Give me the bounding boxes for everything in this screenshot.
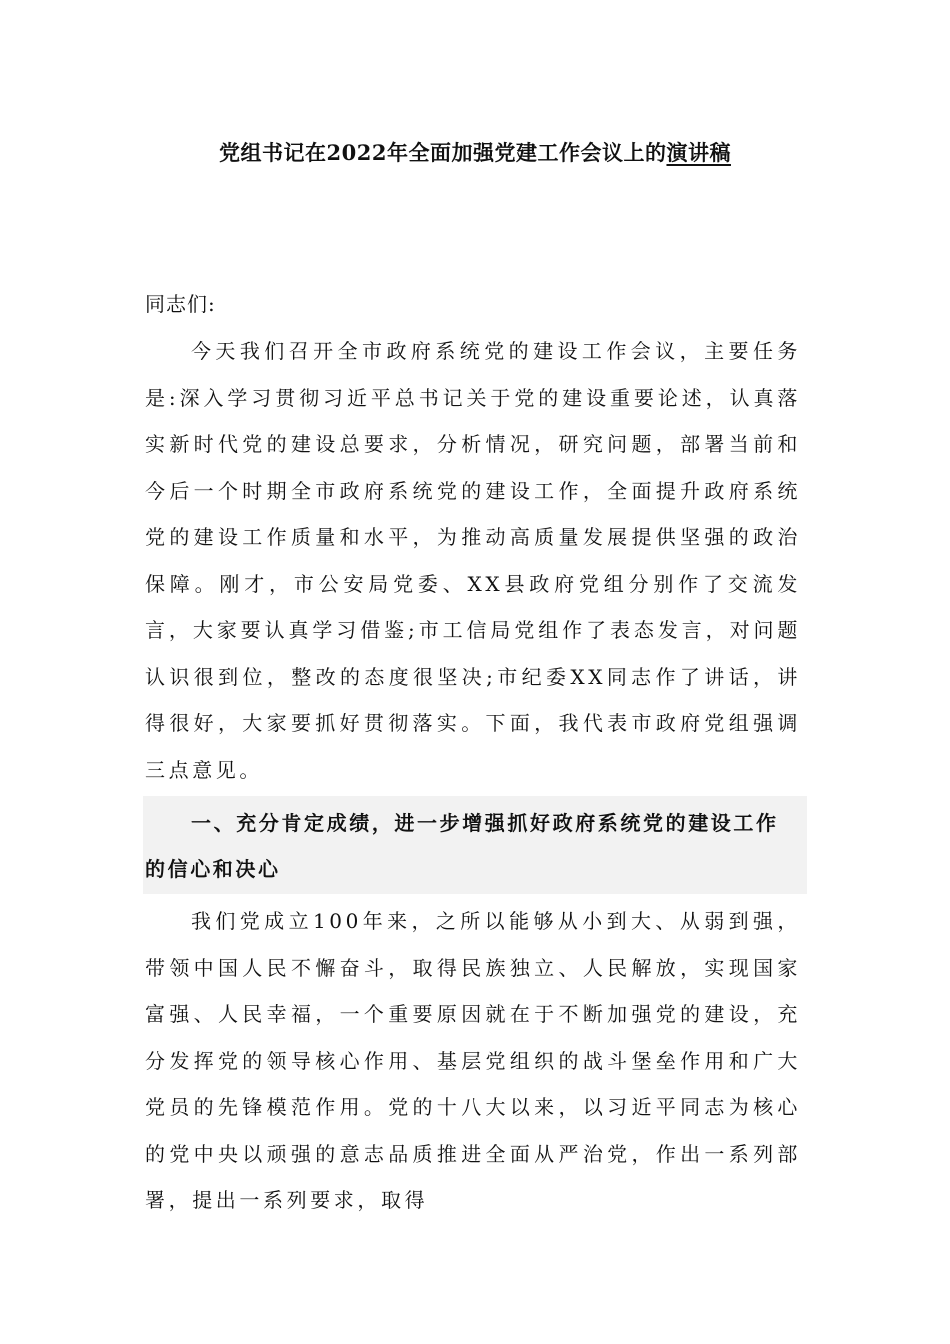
title-underlined: 演讲稿 [666,140,731,165]
salutation: 同志们: [145,292,216,316]
document-title [145,133,805,173]
title-main: 党组书记在2022年全面加强党建工作会议上的 [219,140,667,165]
paragraph-section-1: 我们党成立100年来，之所以能够从小到大、从弱到强，带领中国人民不懈奋斗，取得民族独立、人民解放，实现国家富强、人民幸福，一个重要原因就在于不断加强党的建设，充分发挥党的领导核心作用、基层党组织的战斗堡垒作用和广大党员的先锋模范作用。党的十八大以来，以习近平同志为核心的党中央以顽强的意志品质推进全面从严治党，作出一系列部署，提出一系列要求，取得 [145,909,801,1212]
section-heading-1: 一、充分肯定成绩，进一步增强抓好政府系统党的建设工作的信心和决心 [145,811,779,881]
paragraph-intro: 今天我们召开全市政府系统党的建设工作会议，主要任务是:深入学习贯彻习近平总书记关于党的建设重要论述，认真落实新时代党的建设总要求，分析情况，研究问题，部署当前和今后一个时期全市政府系统党的建设工作，全面提升政府系统党的建设工作质量和水平，为推动高质量发展提供坚强的政治保障。刚才，市公安局党委、XX县政府党组分别作了交流发言，大家要认真学习借鉴;市工信局党组作了表态发言，对问题认识很到位，整改的态度很坚决;市纪委XX同志作了讲话，讲得很好，大家要抓好贯彻落实。下面，我代表市政府党组强调三点意见。 [145,339,801,782]
